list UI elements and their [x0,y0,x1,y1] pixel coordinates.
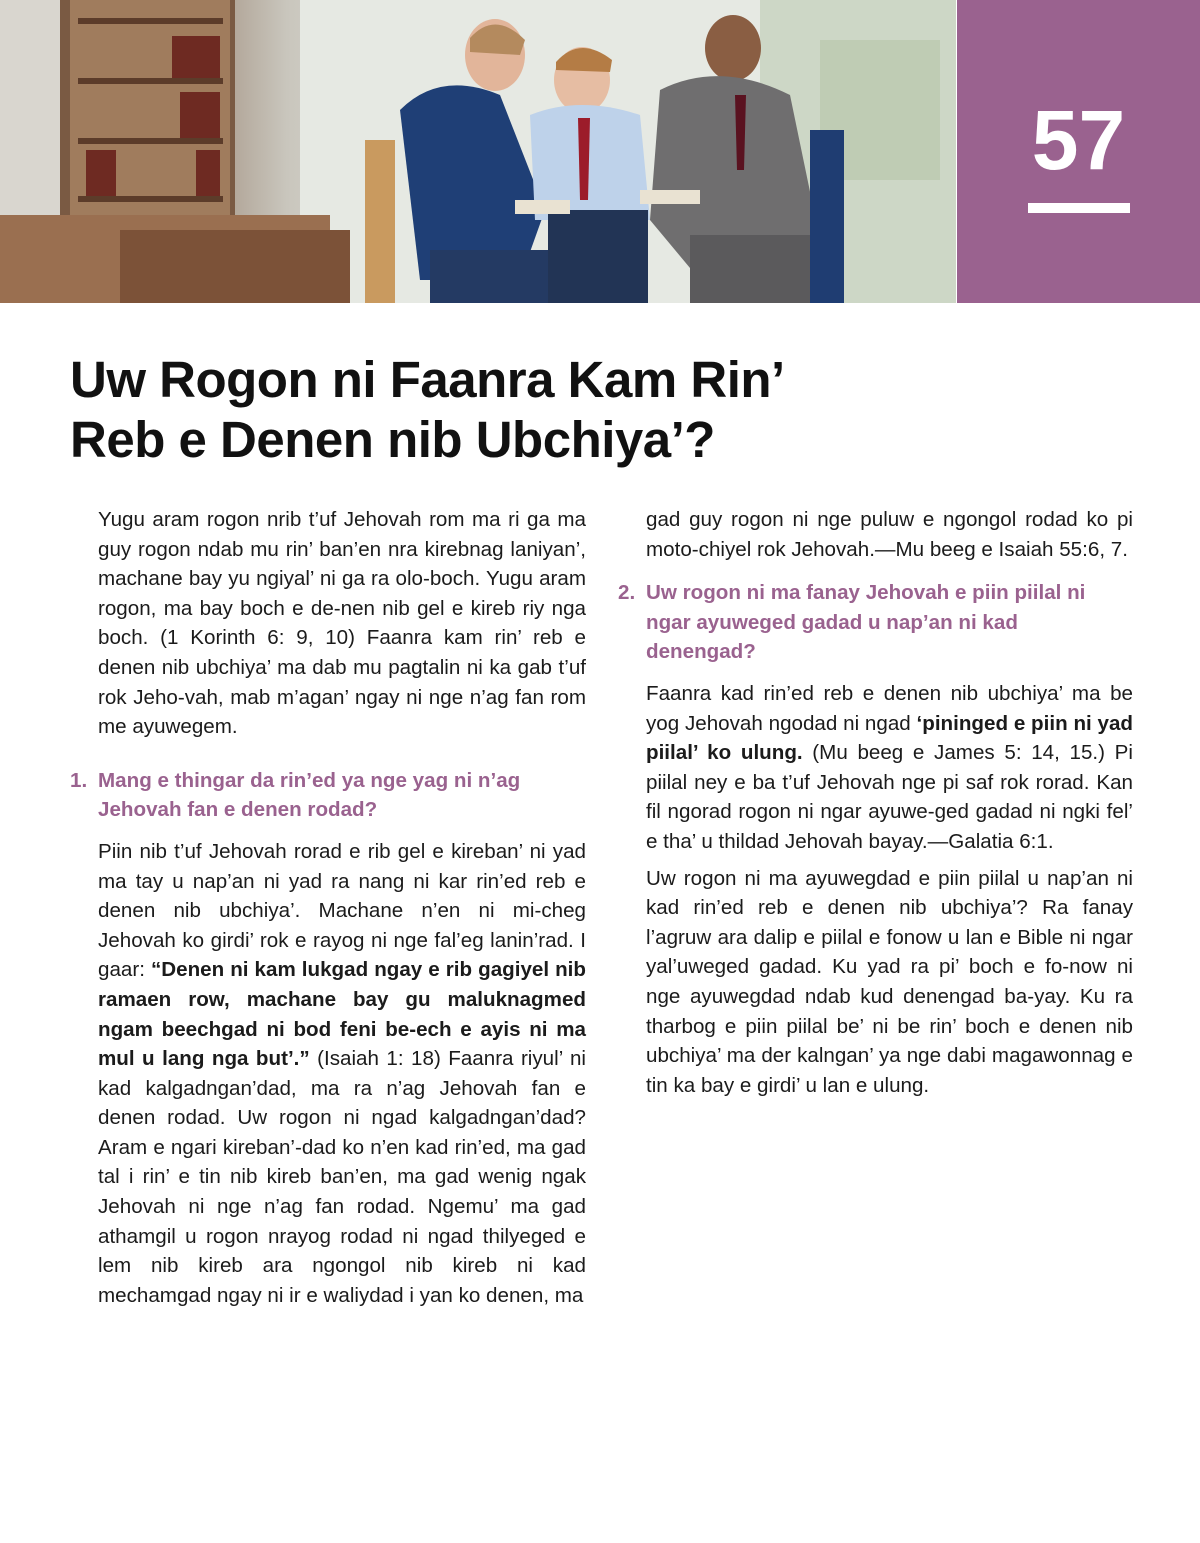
question-1-text: Mang e thingar da rin’ed ya nge yag ni n’ag Jehovah fan e denen rodad? [98,768,521,822]
section-1-text-before: Piin nib t’uf Jehovah rorad e rib gel e kireban’ ni yad ma tay u nap’an ni yad ra nang ni kar rin’ed reb e denen nib ubchiya’. Machane n’en ni mi-cheg Jehovah ko girdi’ rok e rayog ni nge fal’eg lanin’rad. I gaar: [98,839,586,982]
photo-three-men-bible-study-icon [0,0,956,303]
section-2-text-after: (Mu beeg e James 5: 14, 15.) Pi piilal ney e ba t’uf Jehovah nge pi saf rok rorad. Kan fil ngorad rogon ni ngar ayuwe-ged gadad ni ngki fel’ e tha’ u thildad Jehovah bayay.—Galatia 6:1. [646,741,1133,853]
question-2-text: Uw rogon ni ma fanay Jehovah e piin piilal ni ngar ayuweged gadad u nap’an ni kad denengad? [646,581,1086,664]
page-title [70,350,970,470]
section-2-paragraph-2: Uw rogon ni ma ayuwegdad e piin piilal u nap’an ni kad rin’ed reb e denen nib ubchiya’? Ra fanay l’agruw ara dalip e piilal e fonow u lan e Bible ni ngar yal’uweged gadad. Ku yad ra pi’ boch e fo-now ni nge ayuwegdad ndab kud denengad ba-yay. Ku ra tharbog e piin piilal be’ ni be rin’ boch e denen nib ubchiya’ ma der kalngan’ ya nge dabi magawonnag e tin ka bay e girdi’ u lan e ulung. [646,866,1133,1097]
lesson-number: 57 [1031,93,1126,187]
lesson-number-tab [957,0,1200,303]
section-2-text-before: Faanra kad rin’ed reb e denen nib ubchiya’ ma be yog Jehovah ngodad ni ngad [646,681,1133,735]
section-2-paragraph-1 [646,679,1133,857]
left-column [70,505,586,1317]
page-title-line-1: Uw Rogon ni Faanra Kam Rin’ [70,351,785,408]
page-title-line-2: Reb e Denen nib Ubchiya’? [70,411,715,468]
right-column [618,505,1133,1107]
section-1-paragraph [98,837,586,1311]
intro-paragraph: Yugu aram rogon nrib t’uf Jehovah rom ma ri ga ma guy rogon ndab mu rin’ ban’en nra kirebnag laniyan’, machane bay yu ngiyal’ ni ga ra olo-boch. Yugu aram rogon, ma bay boch e de-nen nib gel e kireb riy nga boch. (1 Korinth 6: 9, 10) Faanra kam rin’ reb e denen nib ubchiya’ ma dab mu pagtalin ni ka gab t’uf rok Jeho-vah, mab m’agan’ ngay ni nge n’ag fan rom me ayuwegem. [98,508,586,739]
section-1-paragraph-continued: gad guy rogon ni nge puluw e ngongol rodad ko pi moto-chiyel rok Jehovah.—Mu beeg e Isaiah 55:6, 7. [646,508,1133,561]
question-2-number: 2. [618,581,636,605]
section-2-emphasis: ‘pininged e piin ni yad piilal’ ko ulung. [646,711,1134,765]
lesson-number-underline [1028,203,1130,213]
section-1-text-after: (Isaiah 1: 18) Faanra riyul’ ni kad kalgadngan’dad, ma ra n’ag Jehovah fan e denen rodad. Uw rogon ni ngad kalgadngan’dad? Aram e ngari kireban’-dad ko n’en kad rin’ed, ma gad tal i rin’ e tin nib kireb ban’en, ma gad wenig ngak Jehovah ni nge n’ag fan rodad. Ngemu’ ma gad athamgil u rogon nrayog rodad ni ngad thilyeged e lem nib kireb ara ngongol nib kireb ni kad mechamgad ngay ni ir e waliydad i yan ko denen, ma [98,1047,587,1307]
question-1 [70,766,586,825]
section-1-quote: “Denen ni kam lukgad ngay e rib gagiyel nib ramaen row, machane bay gu maluknagmed ngam beechgad ni bod feni be-ech e ayis ni ma mul u lang nga but’.” [98,958,586,1071]
question-2 [618,578,1133,667]
header-photo [0,0,956,303]
question-1-number: 1. [70,768,88,792]
